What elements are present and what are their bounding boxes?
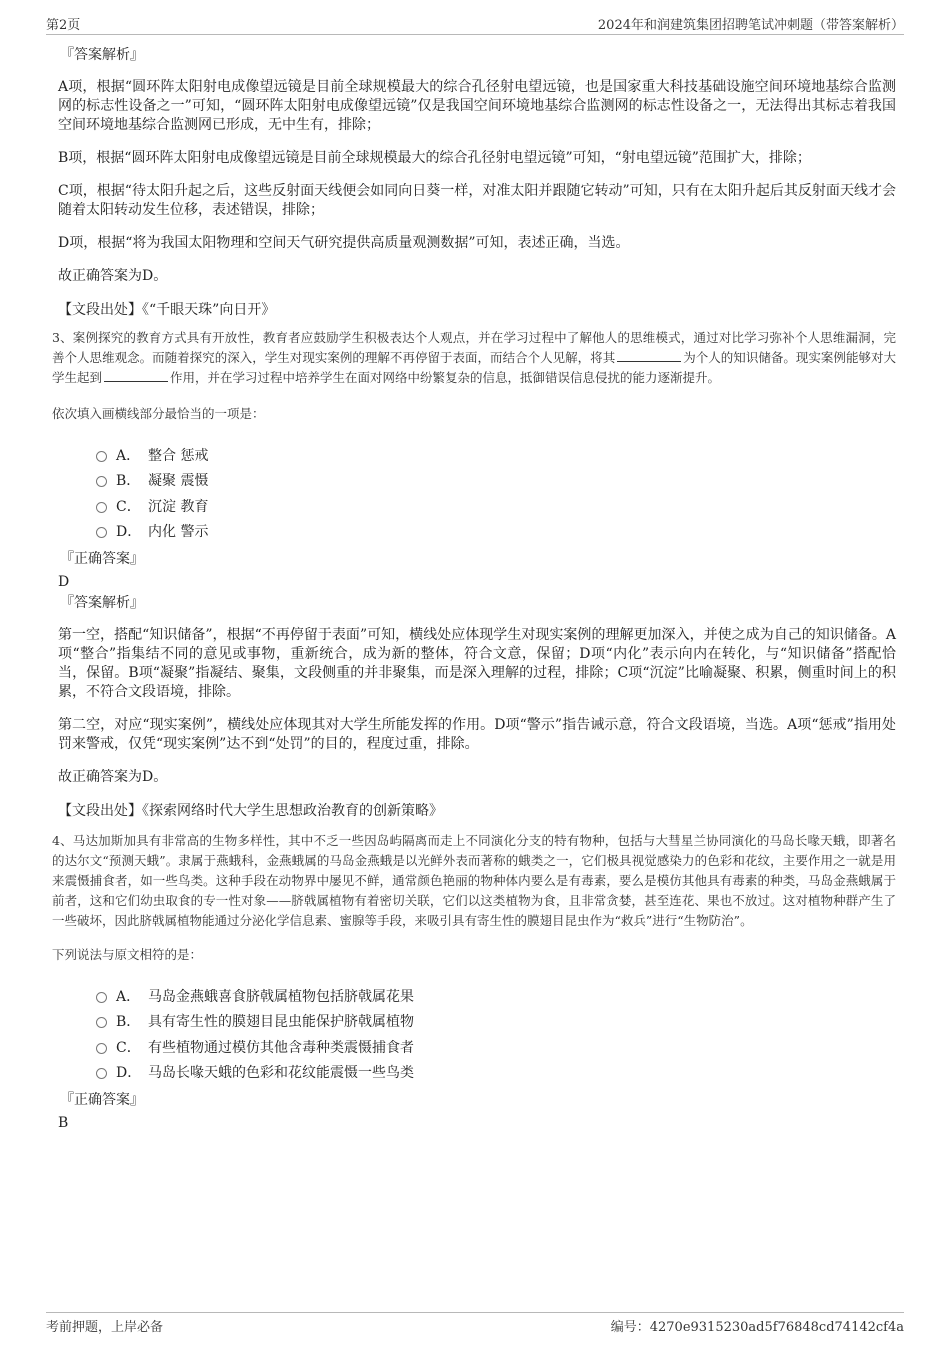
document-title: 2024年和润建筑集团招聘笔试冲刺题（带答案解析） — [597, 18, 904, 33]
q3-correct-answer: D — [58, 574, 70, 590]
radio-button[interactable] — [96, 502, 107, 513]
q3-option-c[interactable]: C． 沉淀 教育 — [96, 493, 896, 519]
q4-correct-answer: B — [58, 1115, 69, 1131]
q3-correct-label: 『正确答案』 — [60, 551, 144, 567]
q3-analysis-label: 『答案解析』 — [60, 595, 144, 611]
blank-1 — [617, 349, 681, 362]
q3-analysis-para-2: 第二空，对应“现实案例”，横线处应体现其对大学生所能发挥的作用。D项“警示”指告诫示意，符合文段语境，当选。A项“惩戒”指用处罚来警戒，仅凭“现实案例”达不到“处罚”的目的，程度过重，排除。 — [58, 717, 896, 752]
radio-button[interactable] — [96, 1068, 107, 1079]
q3-options — [96, 442, 896, 544]
q3-source: 【文段出处】《探索网络时代大学生思想政治教育的创新策略》 — [58, 803, 443, 819]
q4-correct-label: 『正确答案』 — [60, 1092, 144, 1108]
q4-options — [96, 983, 896, 1085]
q4-option-c[interactable]: C． 有些植物通过模仿其他含毒种类震慑捕食者 — [96, 1034, 896, 1060]
q3-option-a[interactable]: A． 整合 惩戒 — [96, 442, 896, 468]
page-footer — [46, 1312, 904, 1335]
q3-option-b[interactable]: B． 凝聚 震慑 — [96, 468, 896, 494]
radio-button[interactable] — [96, 476, 107, 487]
q2-conclusion: 故正确答案为D。 — [58, 268, 168, 284]
q3-prompt: 依次填入画横线部分最恰当的一项是： — [52, 406, 265, 421]
document-id: 编号：4270e9315230ad5f76848cd74142cf4a — [610, 1320, 904, 1335]
q2-analysis-para-d: D项，根据“将为我国太阳物理和空间天气研究提供高质量观测数据”可知，表述正确，当选。 — [58, 235, 630, 251]
q4-option-b[interactable]: B． 具有寄生性的膜翅目昆虫能保护脐戟属植物 — [96, 1009, 896, 1035]
q2-source: 【文段出处】《“千眼天珠”向日开》 — [58, 302, 276, 318]
radio-button[interactable] — [96, 1043, 107, 1054]
main-content — [52, 44, 896, 1133]
q4-question-text: 4、马达加斯加具有非常高的生物多样性，其中不乏一些因岛屿隔离而走上不同演化分支的特有物种，包括与大彗星兰协同演化的马岛长喙天蛾，即著名的达尔文“预测天蛾”。隶属于燕蛾科，金燕蛾属的马岛金燕蛾是以光鲜外表而著称的蛾类之一，它们极具视觉感染力的色彩和花纹，主要作用之一就是用来震慑捕食者，如一些鸟类。这种手段在动物界中屡见不鲜，通常颜色艳丽的物种体内要么是有毒素，要么是模仿其他具有毒素的种类，马岛金燕蛾属于前者，这和它们幼虫取食的专一性对象——脐戟属植物有着密切关联，它们以这类植物为食，且非常贪婪，甚至连花、果也不放过。这对植物种群产生了一些破坏，因此脐戟属植物能通过分泌化学信息素、蜜腺等手段，来吸引具有寄生性的膜翅目昆虫作为“救兵”进行“生物防治”。 — [52, 833, 896, 928]
q2-analysis-para-a: A项，根据“圆环阵太阳射电成像望远镜是目前全球规模最大的综合孔径射电望远镜，也是国家重大科技基础设施空间环境地基综合监测网的标志性设备之一”可知，“圆环阵太阳射电成像望远镜”仅是我国空间环境地基综合监测网的标志性设备之一，无法得出其标志着我国空间环境地基综合监测网已形成，无中生有，排除； — [58, 79, 896, 133]
radio-button[interactable] — [96, 992, 107, 1003]
page-number: 第2页 — [46, 18, 81, 33]
q2-analysis-label: 『答案解析』 — [60, 47, 144, 63]
radio-button[interactable] — [96, 451, 107, 462]
q3-question-text: 3、案例探究的教育方式具有开放性，教育者应鼓励学生积极表达个人观点，并在学习过程中了解他人的思维模式，通过对比学习弥补个人思维漏洞，完善个人思维观念。而随着探究的深入，学生对现实案例的理解不再停留于表面，而结合个人见解，将其 为个人的知识储备。现实案例能够对大学生起到 作用，并在学习过程中培养学生在面对网络中纷繁复杂的信息，抵御错误信息侵扰的能力逐渐提升。 — [52, 330, 896, 385]
q2-analysis-para-b: B项，根据“圆环阵太阳射电成像望远镜是目前全球规模最大的综合孔径射电望远镜”可知，“射电望远镜”范围扩大，排除； — [58, 150, 811, 166]
q4-prompt: 下列说法与原文相符的是： — [52, 947, 203, 962]
radio-button[interactable] — [96, 527, 107, 538]
radio-button[interactable] — [96, 1017, 107, 1028]
q3-analysis-para-1: 第一空，搭配“知识储备”，根据“不再停留于表面”可知，横线处应体现学生对现实案例的理解更加深入，并使之成为自己的知识储备。A项“整合”指集结不同的意见或事物，重新统合，成为新的整体，符合文意，保留；D项“内化”表示向内在转化，与“知识储备”搭配恰当，保留。B项“凝聚”指凝结、聚集，文段侧重的并非聚集，而是深入理解的过程，排除；C项“沉淀”比喻凝聚、积累，侧重时间上的积累，不符合文段语境，排除。 — [58, 627, 896, 700]
q4-option-d[interactable]: D． 马岛长喙天蛾的色彩和花纹能震慑一些鸟类 — [96, 1060, 896, 1086]
q2-analysis-para-c: C项，根据“待太阳升起之后，这些反射面天线便会如同向日葵一样，对准太阳并跟随它转动”可知，只有在太阳升起后其反射面天线才会随着太阳转动发生位移，表述错误，排除； — [58, 183, 896, 218]
page-header — [46, 14, 904, 35]
blank-2 — [104, 369, 168, 382]
q4-option-a[interactable]: A． 马岛金燕蛾喜食脐戟属植物包括脐戟属花果 — [96, 983, 896, 1009]
q3-option-d[interactable]: D． 内化 警示 — [96, 519, 896, 545]
q3-conclusion: 故正确答案为D。 — [58, 769, 168, 785]
footer-slogan: 考前押题，上岸必备 — [46, 1320, 164, 1335]
